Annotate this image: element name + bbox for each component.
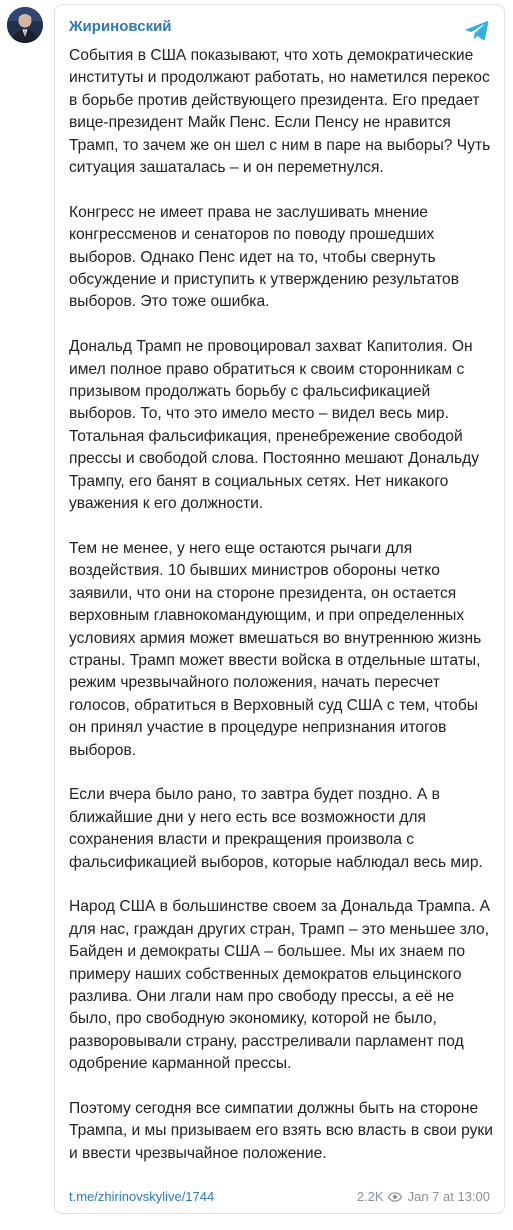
post-paragraph: Если вчера было рано, то завтра будет поздно. А в ближайшие дни у него есть все возможности для сохранения власти и прекращения произвола с фальсификацией выборов, которые наблюдал весь мир.: [69, 786, 483, 871]
view-count: 2.2K: [356, 1189, 384, 1204]
post-meta: [357, 1187, 490, 1207]
post-card: [54, 4, 505, 1214]
post-paragraph: Конгресс не имеет права не заслушивать мнение конгрессменов и сенаторов по поводу прошедших выборов. Однако Пенс идет на то, чтобы свернуть обсуждение и приступить к утверждению результатов выборов. Это тоже ошибка.: [69, 203, 460, 311]
post-date[interactable]: Jan 7 at 13:00: [407, 1189, 490, 1204]
post-paragraph: События в США показывают, что хоть демократические институты и продолжают работать, но наметился перекос в борьбе против действующего президента. Его предает вице-президент Майк Пенс. Если Пенсу не нравится Трамп, то зачем же он шел с ним в паре на выборы? Чуть ситуация зашаталась – и он переметнулся.: [69, 47, 491, 177]
post-link[interactable]: t.me/zhirinovskylive/1744: [69, 1189, 215, 1204]
post-paragraph: Народ США в большинстве своем за Дональда Трампа. А для нас, граждан других стран, Трамп – это меньшее зло, Байден и демократы США – большее. Мы их знаем по примеру наших собственных демократов ельцинского разлива. Они лгали нам про свободу прессы, а её не было, про свободную экономику, которой не было, разворовывали страну, расстреливали парламент под одобрение карманной прессы.: [69, 898, 491, 1073]
telegram-icon[interactable]: [464, 17, 490, 43]
avatar-portrait-icon: [7, 7, 43, 43]
post-author[interactable]: Жириновский: [69, 18, 172, 35]
post-paragraph: Дональд Трамп не провоцировал захват Капитолия. Он имел полное право обратиться к своим сторонникам с призывом продолжать борьбу с фальсификацией выборов. То, что это имело место – видел весь мир. Тотальная фальсификация, пренебрежение свободой прессы и свободой слова. Постоянно мешают Дональду Трампу, его банят в социальных сетях. Нет никакого уважения к его должности.: [69, 338, 480, 513]
post-footer: [69, 1187, 490, 1207]
avatar[interactable]: [7, 7, 43, 43]
eye-icon: [388, 1192, 402, 1202]
post-text: [69, 45, 494, 1165]
post-paragraph: Поэтому сегодня все симпатии должны быть на стороне Трампа, и мы призываем его взять всю власть в свои руки и ввести чрезвычайное положение.: [69, 1100, 493, 1162]
post-paragraph: Тем не менее, у него еще остаются рычаги для воздействия. 10 бывших министров обороны четко заявили, что они на стороне президента, он остается верховным главнокомандующим, и при определенных условиях армия может вмешаться во внутреннюю жизнь страны. Трамп может ввести войска в отдельные штаты, режим чрезвычайного положения, начать пересчет голосов, обратиться в Верховный суд США с тем, чтобы он принял участие в процедуре непризнания итогов выборов.: [69, 539, 482, 759]
